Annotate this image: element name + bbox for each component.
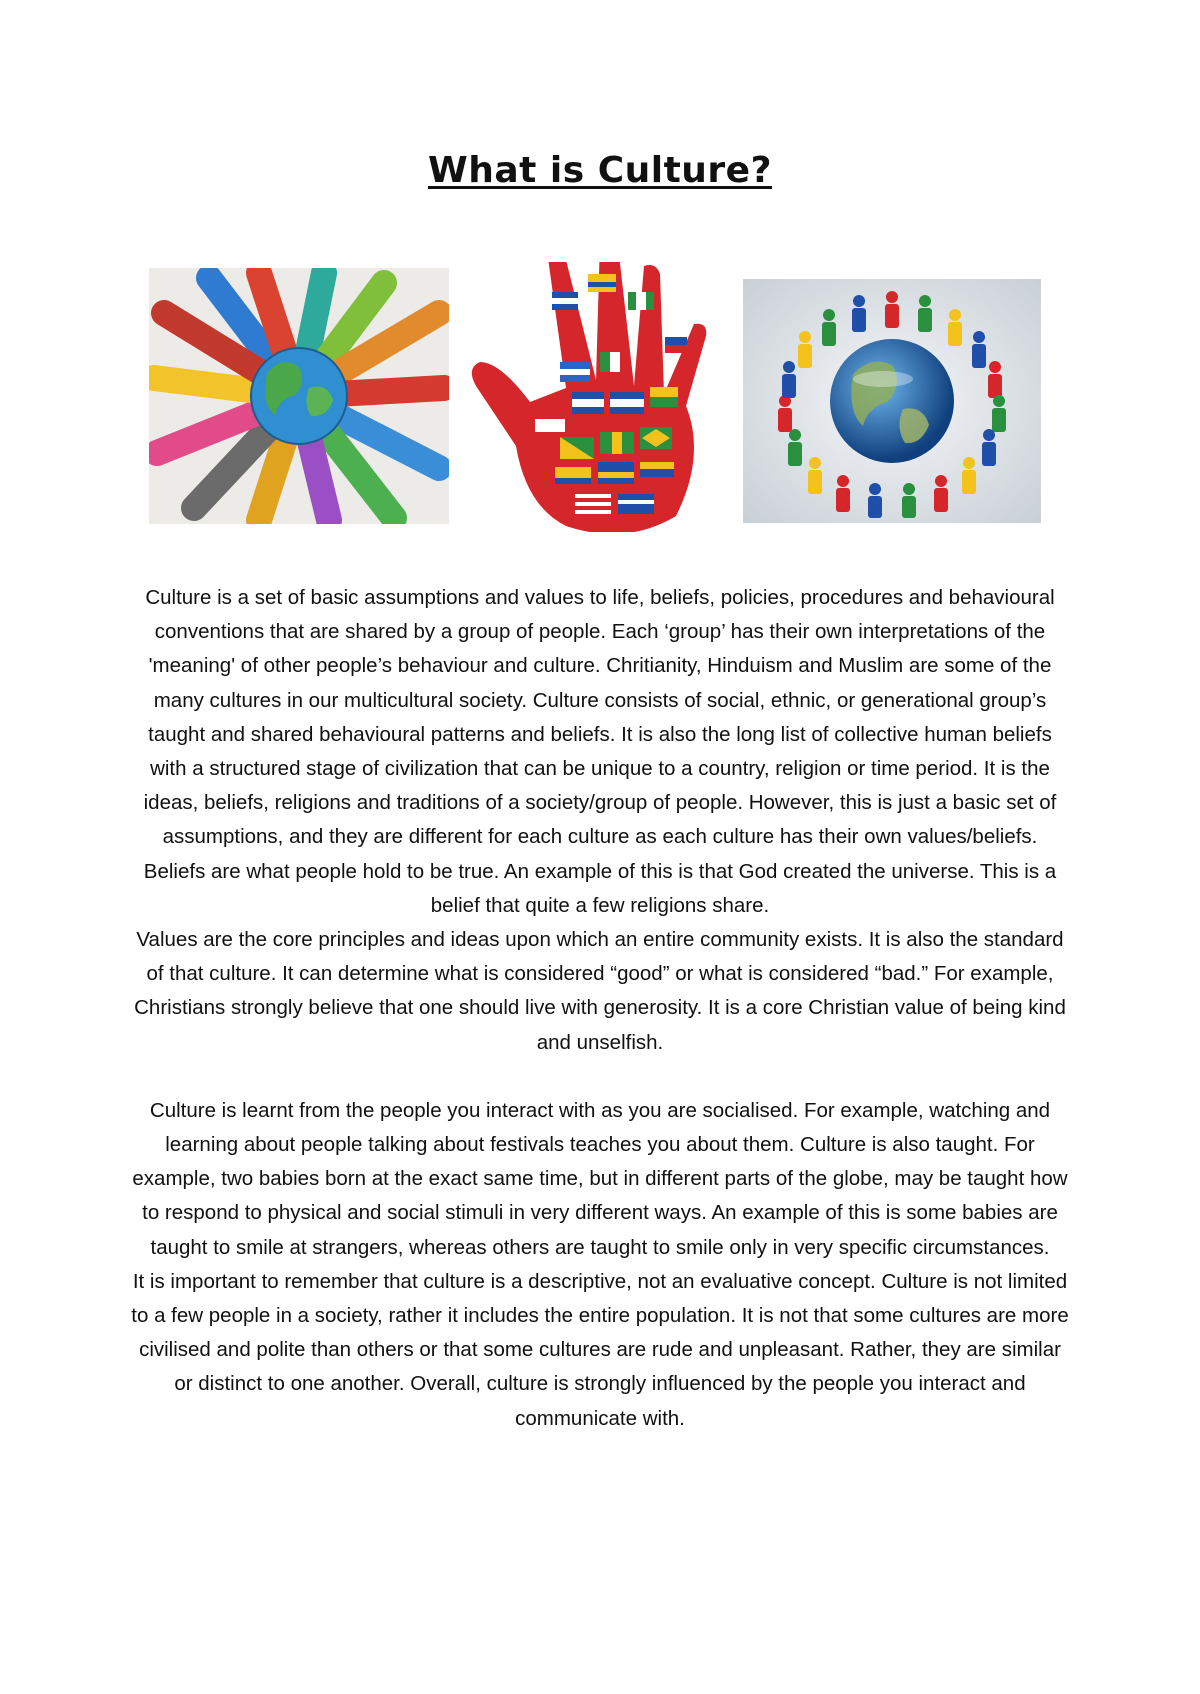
- paragraph-descriptive-concept: It is important to remember that culture is a descriptive, not an evaluative concept. Culture is not limited to a few people in a society, rather it includes the entire population. It is not that some cultures are more civilised and polite than others or that some cultures are rude and unpleasant. Rather, they are similar or distinct to one another. Overall, culture is strongly influenced by the people you interact and communicate with.: [131, 1269, 1069, 1430]
- page-title: What is Culture?: [428, 150, 772, 191]
- paragraph-culture-learnt: Culture is learnt from the people you interact with as you are socialised. For example, watching and learning about people talking about festivals teaches you about them. Culture is also taught. For example, two babies born at the exact same time, but in different parts of the globe, may be taught how to respond to physical and social stimuli in very different ways. An example of this is some babies are taught to smile at strangers, whereas others are taught to smile only in very specific circumstances.: [132, 1098, 1068, 1259]
- paragraph-values: Values are the core principles and ideas upon which an entire community exists. It is also the standard of that culture. It can determine what is considered “good” or what is considered “bad.” For example, Christians strongly believe that one should live with generosity. It is a core Christian value of being kind and unselfish.: [134, 928, 1066, 1054]
- globe-people-image: [743, 279, 1041, 523]
- body-text: [130, 581, 1070, 1436]
- paragraph-gap: [130, 1060, 1070, 1094]
- flag-hand-image: [460, 262, 730, 532]
- hands-globe-image: [149, 268, 449, 524]
- paragraph-culture-definition: Culture is a set of basic assumptions and values to life, beliefs, policies, procedures and behavioural conventions that are shared by a group of people. Each ‘group’ has their own interpretations of the 'meaning' of other people’s behaviour and culture. Chritianity, Hinduism and Muslim are some of the many cultures in our multicultural society. Culture consists of social, ethnic, or generational group’s taught and shared behavioural patterns and beliefs. It is also the long list of collective human beliefs with a structured stage of civilization that can be unique to a country, religion or time period. It is the ideas, beliefs, religions and traditions of a society/group of people. However, this is just a basic set of assumptions, and they are different for each culture as each culture has their own values/beliefs. Beliefs are what people hold to be true. An example of this is that God created the universe. This is a belief that quite a few religions share.: [143, 586, 1057, 917]
